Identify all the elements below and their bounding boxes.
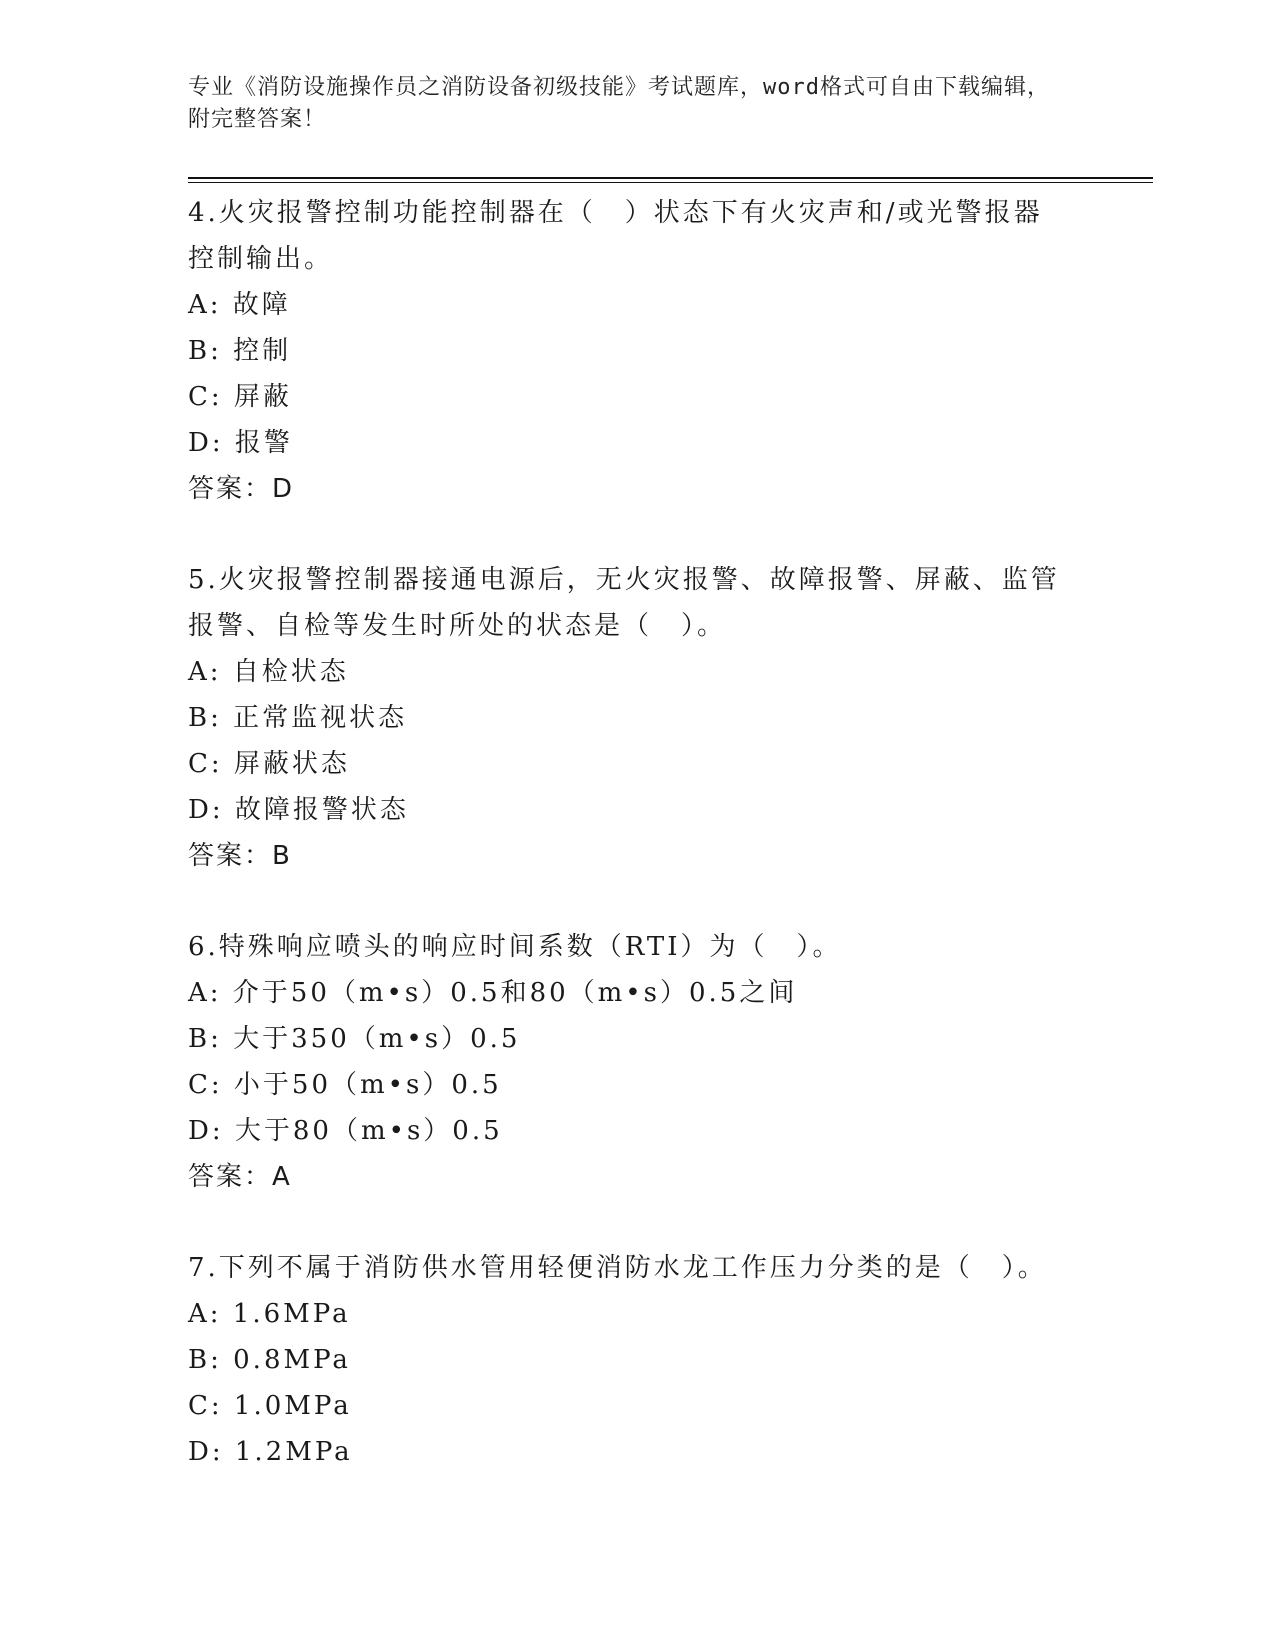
option-d: D: 大于80（m•s）0.5 [188, 1116, 503, 1146]
question-5 [188, 557, 1088, 879]
option-b: B: 控制 [188, 336, 292, 366]
option-c: C: 屏蔽 [188, 382, 292, 412]
option-c: C: 小于50（m•s）0.5 [188, 1070, 502, 1100]
answer-line: 答案：A [188, 1162, 292, 1192]
option-a: A: 故障 [188, 290, 291, 320]
option-a: A: 介于50（m•s）0.5和80（m•s）0.5之间 [188, 978, 798, 1008]
option-c: C: 1.0MPa [188, 1391, 352, 1421]
option-b: B: 0.8MPa [188, 1345, 351, 1375]
option-a: A: 自检状态 [188, 657, 349, 687]
option-d: D: 报警 [188, 428, 293, 458]
header-divider-thick [188, 177, 1153, 179]
answer-line: 答案：B [188, 841, 292, 871]
option-d: D: 1.2MPa [188, 1437, 353, 1467]
option-b: B: 正常监视状态 [188, 703, 408, 733]
question-stem: 4.火灾报警控制功能控制器在（ ）状态下有火灾声和/或光警报器控制输出。 [188, 198, 1043, 274]
option-b: B: 大于350（m•s）0.5 [188, 1024, 521, 1054]
question-stem: 7.下列不属于消防供水管用轻便消防水龙工作压力分类的是（ ）。 [188, 1253, 1047, 1283]
option-c: C: 屏蔽状态 [188, 749, 350, 779]
document-header: 专业《消防设施操作员之消防设备初级技能》考试题库，word格式可自由下载编辑，附完整答案！ [188, 75, 1050, 132]
answer-line: 答案：D [188, 474, 295, 504]
option-a: A: 1.6MPa [188, 1299, 351, 1329]
question-list [188, 190, 1088, 1475]
question-4 [188, 190, 1088, 512]
option-d: D: 故障报警状态 [188, 795, 409, 825]
question-stem: 6.特殊响应喷头的响应时间系数（RTI）为（ ）。 [188, 932, 842, 962]
header-divider-thin [188, 182, 1153, 183]
question-6 [188, 924, 1088, 1200]
question-stem: 5.火灾报警控制器接通电源后，无火灾报警、故障报警、屏蔽、监管报警、自检等发生时所处的状态是（ ）。 [188, 565, 1060, 641]
question-7 [188, 1245, 1088, 1475]
